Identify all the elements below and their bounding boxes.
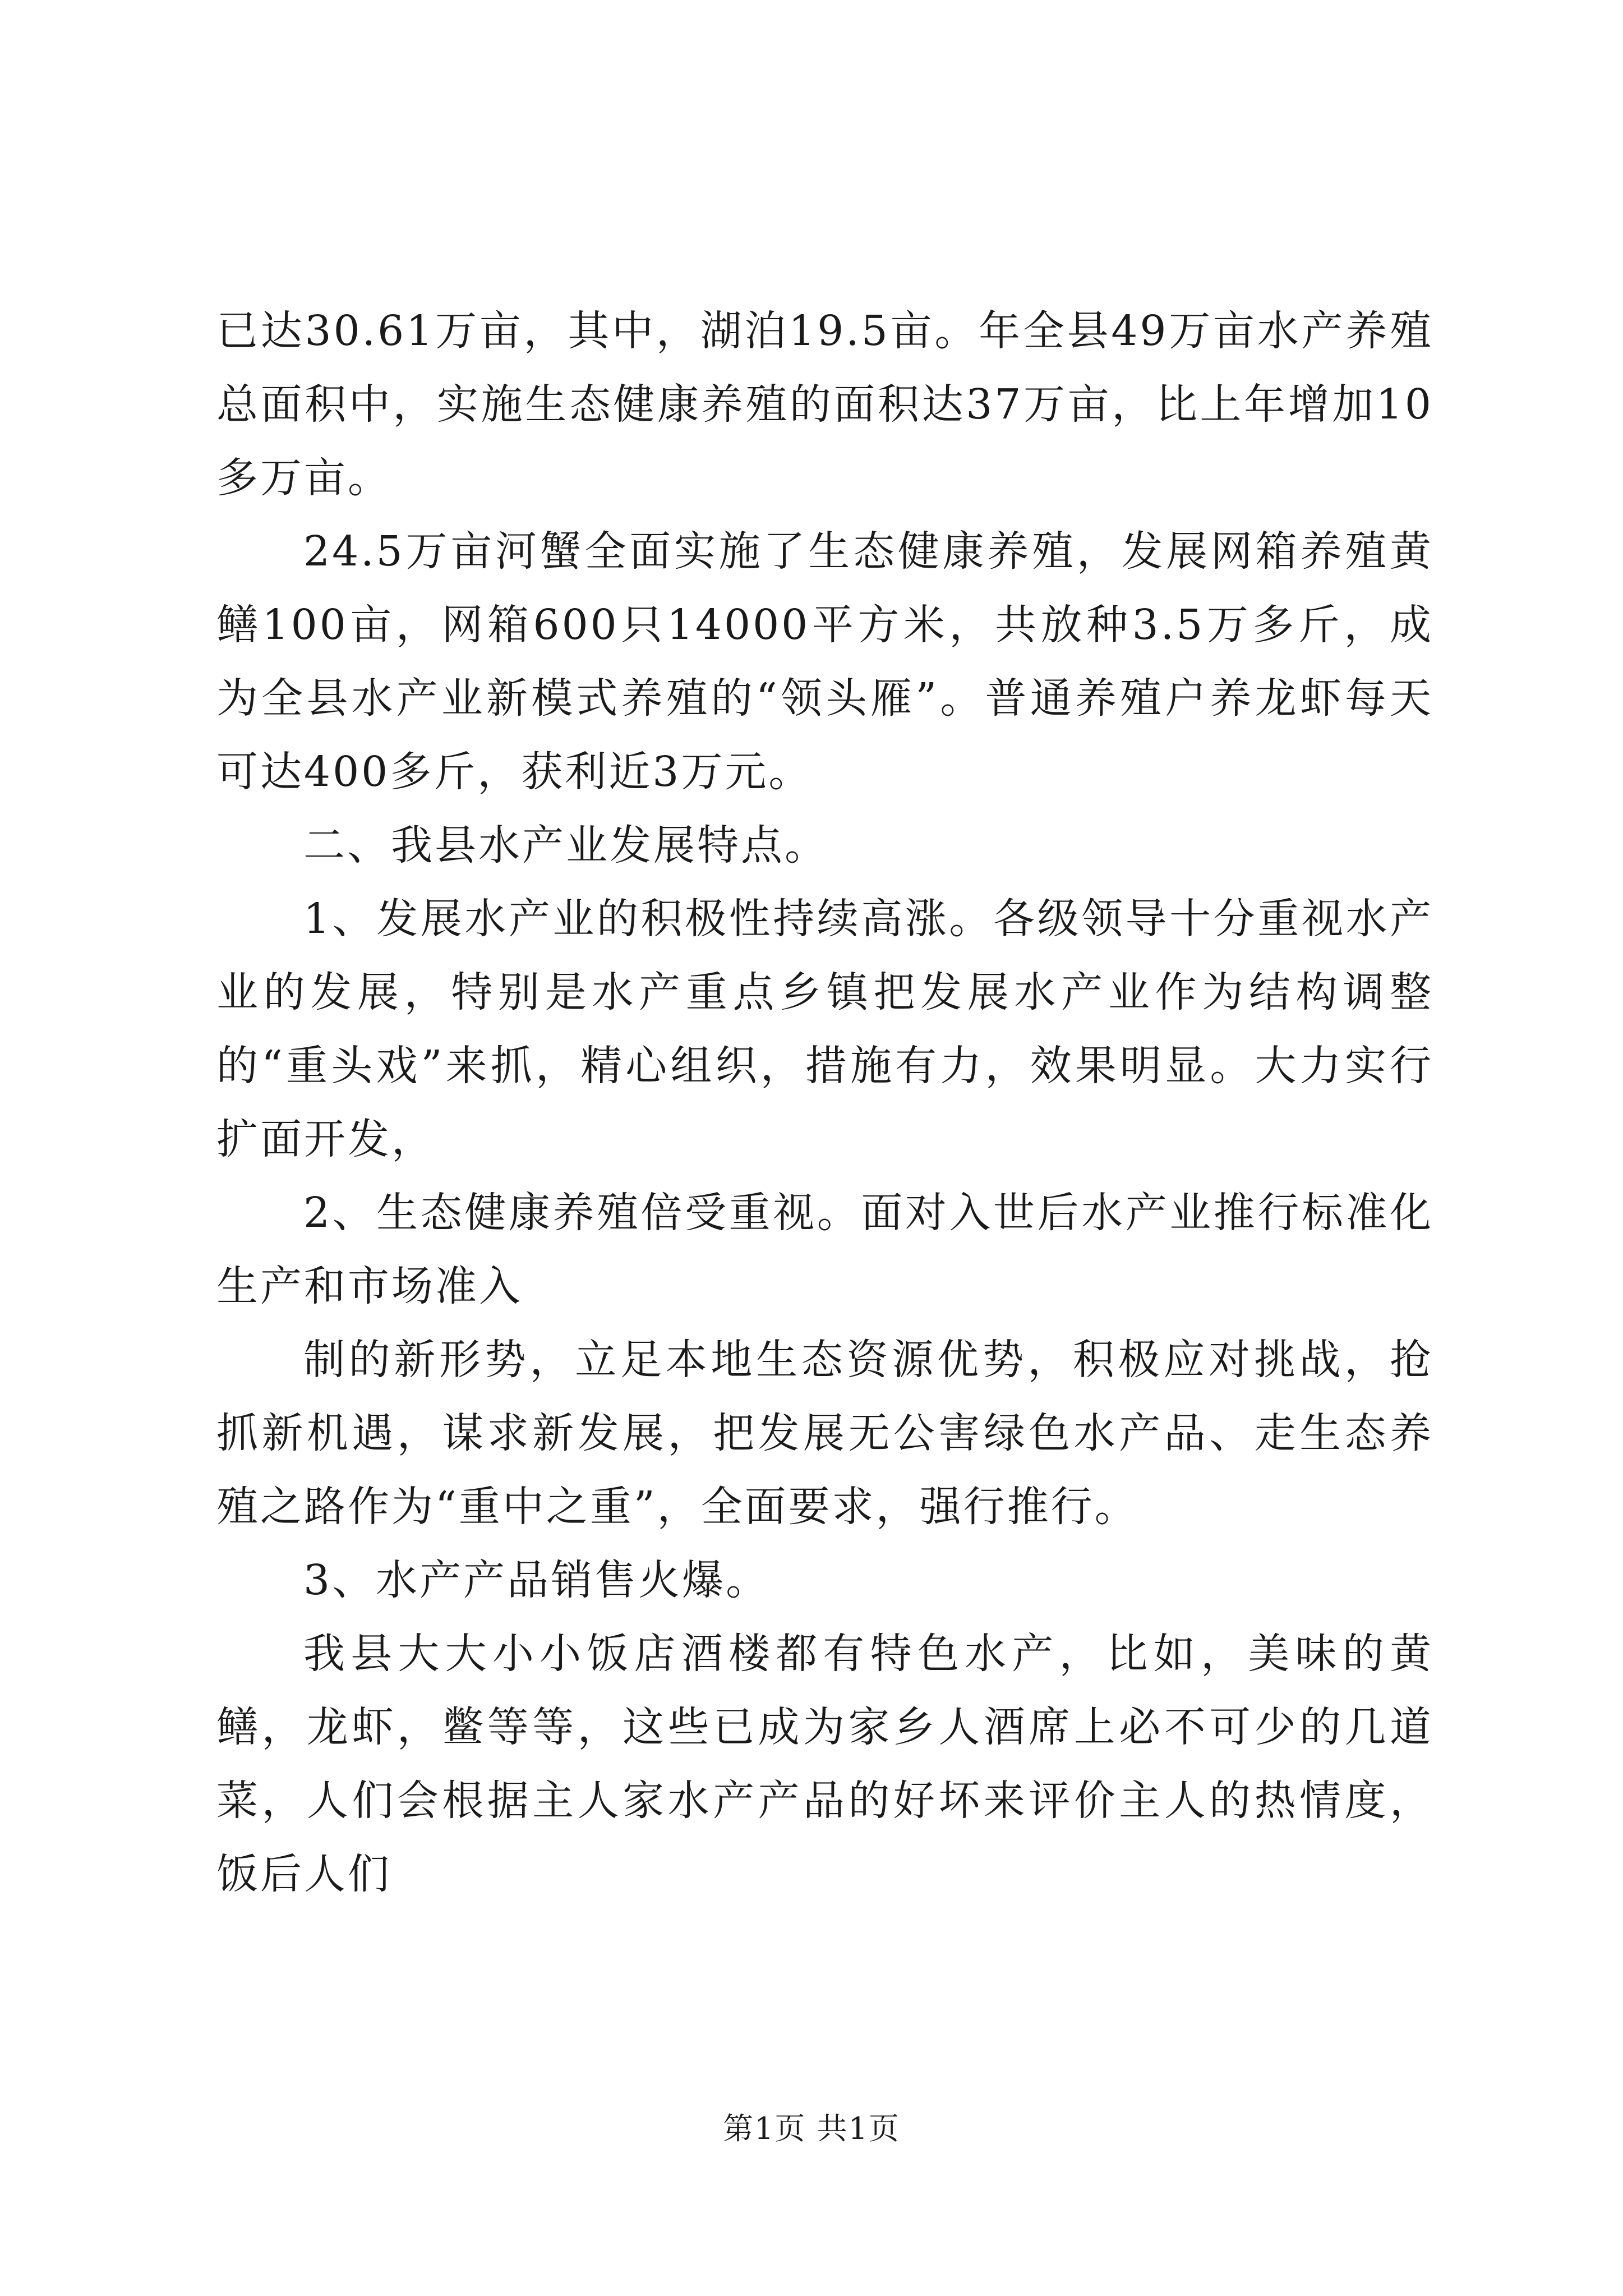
paragraph-1: 已达30.61万亩，其中，湖泊19.5亩。年全县49万亩水产养殖总面积中，实施生态健康养殖的面积达37万亩，比上年增加10多万亩。 xyxy=(216,307,1433,502)
paragraph-sales: 我县大大小小饭店酒楼都有特色水产，比如，美味的黄鳝，龙虾，鳖等等，这些已成为家乡人酒席上必不可少的几道菜，人们会根据主人家水产产品的好坏来评价主人的热情度，饭后人们 xyxy=(216,1630,1433,1898)
paragraph-continuation: 制的新形势，立足本地生态资源优势，积极应对挑战，抢抓新机遇，谋求新发展，把发展无公害绿色水产品、走生态养殖之路作为“重中之重”，全面要求，强行推行。 xyxy=(216,1336,1433,1531)
paragraph-point-3: 3、水产产品销售火爆。 xyxy=(303,1556,770,1604)
paragraph-point-1: 1、发展水产业的积极性持续高涨。各级领导十分重视水产业的发展，特别是水产重点乡镇把发展水产业作为结构调整的“重头戏”来抓，精心组织，措施有力，效果明显。大力实行扩面开发， xyxy=(216,895,1433,1163)
paragraph-2: 24.5万亩河蟹全面实施了生态健康养殖，发展网箱养殖黄鳝100亩，网箱600只14000平方米，共放种3.5万多斤，成为全县水产业新模式养殖的“领头雁”。普通养殖户养龙虾每天可达400多斤，获利近3万元。 xyxy=(216,527,1433,796)
paragraph-point-2: 2、生态健康养殖倍受重视。面对入世后水产业推行标准化生产和市场准入 xyxy=(216,1189,1433,1310)
section-heading: 二、我县水产业发展特点。 xyxy=(303,821,828,869)
page-footer: 第1页 共1页 xyxy=(723,2111,900,2146)
document-body xyxy=(216,295,1433,1911)
